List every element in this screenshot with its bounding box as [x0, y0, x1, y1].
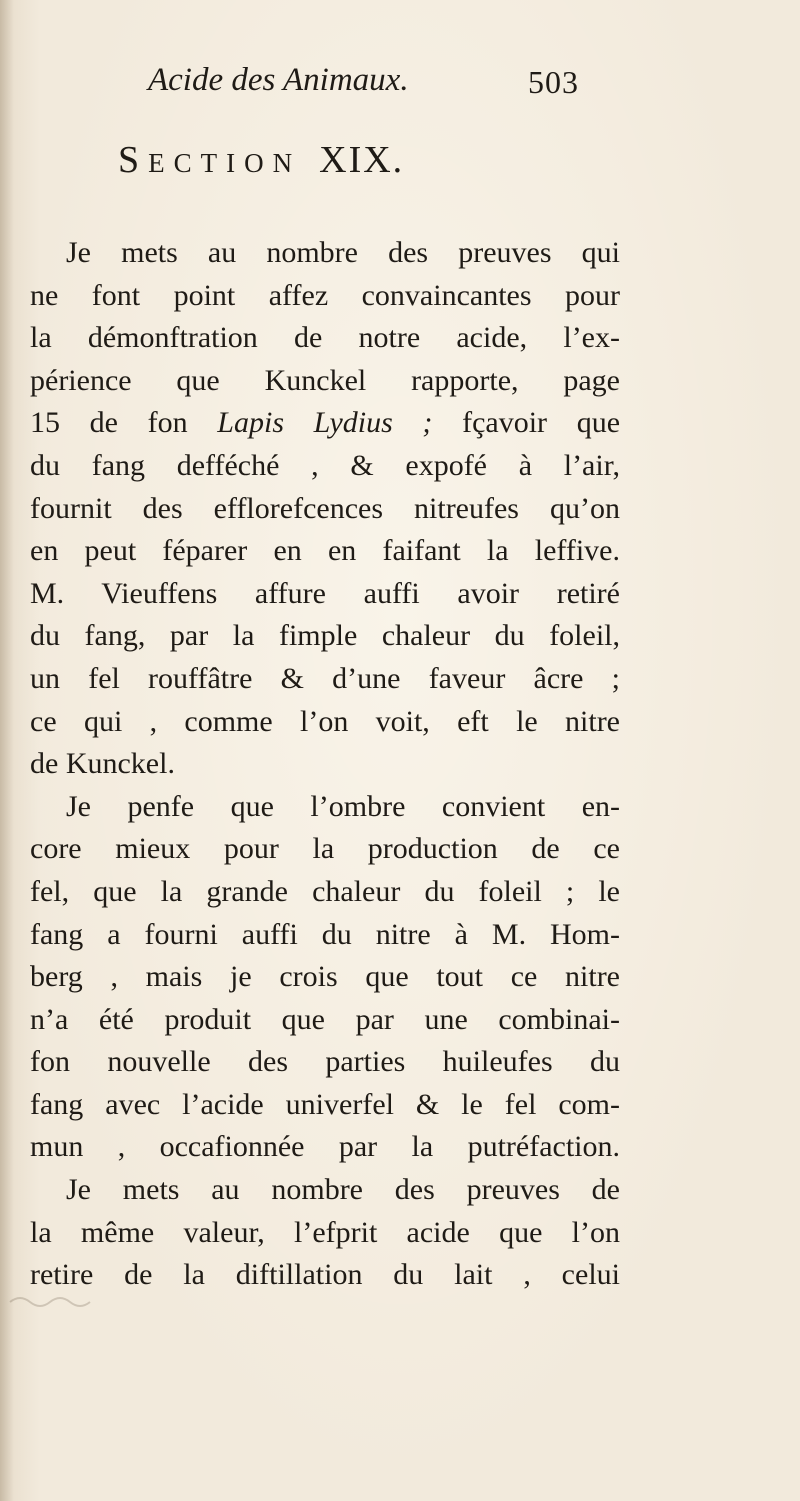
page-header: [148, 62, 628, 112]
bleed-through-mark: [0, 1290, 160, 1310]
text-line: fang a fourni auffi du nitre à M. Hom-: [30, 917, 620, 951]
text-line: fel, que la grande chaleur du foleil ; le: [30, 874, 620, 908]
text-line: ce qui , comme l’on voit, eft le nitre: [30, 704, 620, 738]
text-line: un fel rouffâtre & d’une faveur âcre ;: [30, 661, 620, 695]
text-line: Je mets au nombre des preuves qui: [66, 236, 620, 269]
text-line: Je mets au nombre des preuves de: [66, 1173, 620, 1207]
text-line: fang avec l’acide univerfel & le fel com-: [30, 1087, 620, 1121]
text-line: fournit des efflorefcences nitreufes qu’on: [30, 491, 620, 525]
page-edge-shadow: [0, 0, 14, 1501]
text-line: la démonftration de notre acide, l’ex-: [30, 321, 620, 355]
text-line: berg , mais je crois que tout ce nitre: [30, 960, 620, 994]
text-line: périence que Kunckel rapporte, page: [30, 363, 620, 397]
body-text: [30, 232, 620, 1297]
page-number: 503: [528, 64, 579, 100]
text-line: du fang defféché , & expofé à l’air,: [30, 448, 620, 482]
section-heading: [118, 138, 638, 182]
text-fragment: fçavoir que: [462, 406, 621, 440]
text-line: ne font point affez convaincantes pour: [30, 278, 620, 312]
text-line: fon nouvelle des parties huileufes du: [30, 1045, 620, 1079]
text-line: Je penfe que l’ombre convient en-: [66, 789, 620, 823]
text-line: retire de la diftillation du lait , celui: [30, 1258, 620, 1292]
text-line: en peut féparer en en faifant la leffive.: [30, 534, 620, 568]
text-line: M. Vieuffens affure auffi avoir retiré: [30, 576, 620, 610]
text-line: mun , occafionnée par la putréfaction.: [30, 1130, 620, 1164]
book-title-italic: Lapis Lydius ;: [217, 406, 433, 440]
text-line: du fang, par la fimple chaleur du foleil,: [30, 619, 620, 653]
text-line: n’a été produit que par une combinai-: [30, 1002, 620, 1036]
text-fragment: 15 de fon: [30, 406, 188, 440]
text-line: core mieux pour la production de ce: [30, 832, 620, 866]
text-line: la même valeur, l’efprit acide que l’on: [30, 1215, 620, 1249]
text-line: de Kunckel.: [30, 747, 175, 781]
text-line: [30, 402, 620, 445]
section-label: Section: [118, 139, 302, 181]
faint-ink-mark: [0, 1290, 160, 1310]
section-numeral: XIX.: [319, 139, 405, 181]
running-title: Acide des Animaux.: [148, 62, 409, 98]
